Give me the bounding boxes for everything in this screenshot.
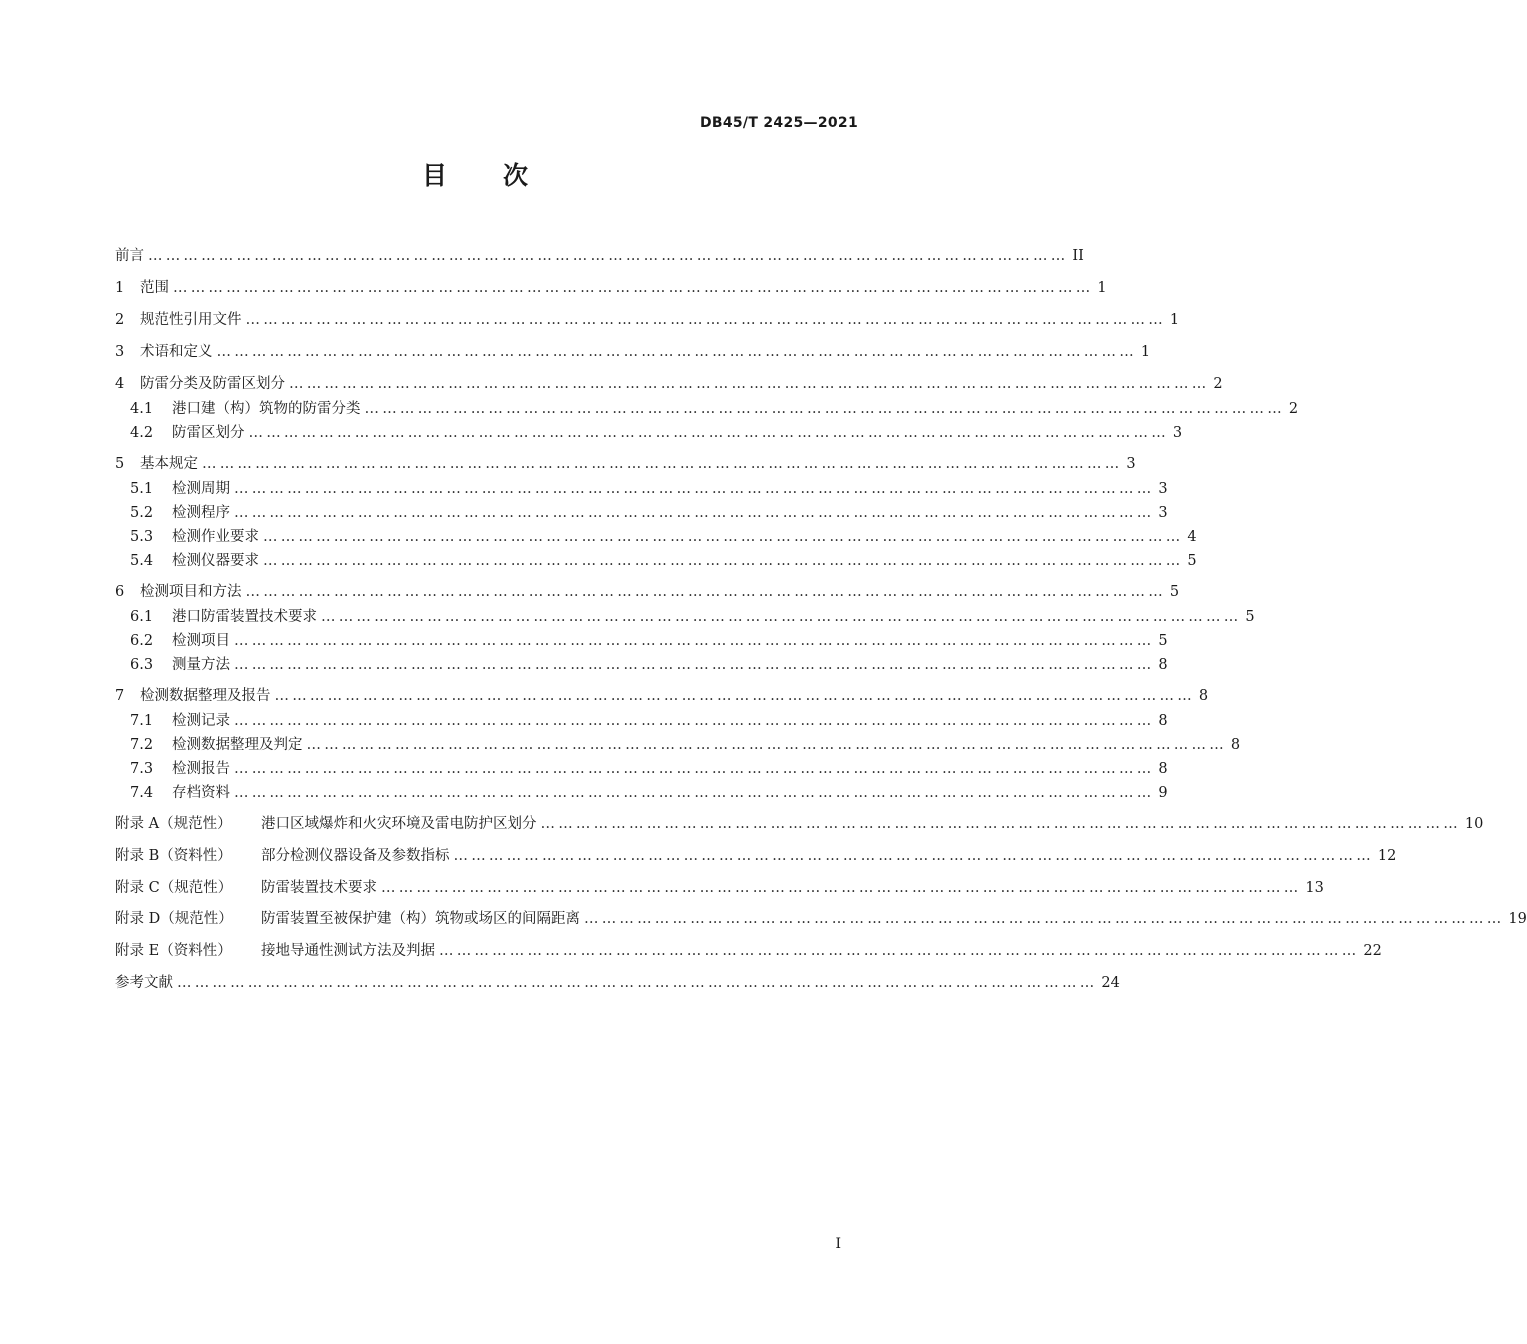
dot-leader: ………………………………………………………………………………………………………………………………………… [274,688,1195,704]
toc-entry-page: 24 [1101,975,1120,991]
toc-entry-page: II [1072,248,1084,264]
toc-entry-number: 4.1 [130,401,154,417]
toc-entry-label: 检测报告 [172,761,230,777]
toc-entry-4[interactable] [115,373,1223,395]
dot-leader: ………………………………………………………………………………………………………………………………………… [381,880,1302,896]
toc-entry-number: 4 [115,376,125,392]
dot-leader: ………………………………………………………………………………………………………………………………………… [306,737,1227,753]
toc-entry-2[interactable] [115,309,1180,331]
toc-entry-label: 前言 [115,248,144,264]
toc-entry-appendix-e[interactable] [115,940,1382,962]
toc-entry-page: 5 [1245,609,1255,625]
toc-entry-label: 参考文献 [115,975,173,991]
dot-leader: ………………………………………………………………………………………………………………………………………… [439,943,1360,959]
toc-entry-number: 3 [115,344,125,360]
dot-leader: ………………………………………………………………………………………………………………………………………… [263,529,1184,545]
toc-entry-7-4[interactable] [115,782,1168,804]
toc-entry-number: 7.2 [130,737,154,753]
toc-entry-page: 19 [1508,911,1527,927]
dot-leader: ………………………………………………………………………………………………………………………………………… [148,248,1069,264]
toc-entry-page: 8 [1230,737,1241,753]
dot-leader: ………………………………………………………………………………………………………………………………………… [289,376,1210,392]
toc-entry-label: 防雷区划分 [172,425,245,441]
toc-entry-5-4[interactable] [115,550,1197,572]
toc-entry-label: 部分检测仪器设备及参数指标 [261,848,450,864]
dot-leader: ………………………………………………………………………………………………………………………………………… [177,975,1098,991]
toc-entry-foreword[interactable] [115,245,1084,267]
toc-entry-page: 8 [1158,657,1168,673]
toc-entry-page: 2 [1213,376,1223,392]
toc-entry-number: 6 [115,584,125,600]
toc-entry-label: 防雷装置技术要求 [261,880,377,896]
toc-entry-page: 5 [1187,553,1197,569]
toc-entry-label: 规范性引用文件 [140,312,242,328]
toc-entry-label: 检测周期 [172,481,230,497]
toc-entry-label: 术语和定义 [140,344,213,360]
toc-entry-label: 测量方法 [172,657,230,673]
page-title [0,156,950,192]
toc-entry-appendix-a[interactable] [115,813,1484,835]
toc-entry-label: 检测程序 [172,505,230,521]
toc-entry-number: 7.1 [130,713,154,729]
dot-leader: ………………………………………………………………………………………………………………………………………… [234,713,1155,729]
dot-leader: ………………………………………………………………………………………………………………………………………… [364,401,1285,417]
toc-entry-page: 22 [1363,943,1382,959]
toc-entry-page: 3 [1126,456,1136,472]
toc-entry-3[interactable] [115,341,1151,363]
toc-entry-6[interactable] [115,581,1180,603]
title-char-1: 目 [421,161,447,190]
toc-entry-label: 接地导通性测试方法及判据 [261,943,435,959]
toc-entry-5-1[interactable] [115,478,1168,500]
toc-entry-label: 防雷分类及防雷区划分 [140,376,285,392]
dot-leader: ………………………………………………………………………………………………………………………………………… [263,553,1184,569]
toc-entry-label: 港口防雷装置技术要求 [172,609,317,625]
toc-entry-label: 检测数据整理及报告 [140,688,271,704]
dot-leader: ………………………………………………………………………………………………………………………………………… [234,785,1155,801]
toc-entry-1[interactable] [115,277,1107,299]
dot-leader: ………………………………………………………………………………………………………………………………………… [234,481,1155,497]
toc-entry-references[interactable] [115,972,1120,994]
toc-entry-number: 6.1 [130,609,154,625]
toc-entry-page: 3 [1158,505,1168,521]
toc-entry-label: 检测项目 [172,633,230,649]
dot-leader: ………………………………………………………………………………………………………………………………………… [245,312,1166,328]
toc-entry-6-3[interactable] [115,654,1168,676]
dot-leader: ………………………………………………………………………………………………………………………………………… [321,609,1242,625]
toc-entry-label: 检测数据整理及判定 [172,737,303,753]
toc-entry-page: 8 [1158,713,1168,729]
dot-leader: ………………………………………………………………………………………………………………………………………… [248,425,1169,441]
toc-entry-number: 5.1 [130,481,154,497]
toc-entry-label: 基本规定 [140,456,198,472]
toc-entry-page: 13 [1305,880,1324,896]
toc-entry-appendix-b[interactable] [115,845,1397,867]
toc-entry-number: 附录 E（资料性） [115,943,232,959]
dot-leader: ………………………………………………………………………………………………………………………………………… [216,344,1137,360]
toc-entry-number: 1 [115,280,125,296]
toc-entry-page: 12 [1377,848,1397,864]
toc-entry-label: 防雷装置至被保护建（构）筑物或场区的间隔距离 [261,911,580,927]
toc-entry-number: 附录 C（规范性） [115,880,233,896]
toc-entry-6-2[interactable] [115,630,1168,652]
dot-leader: ………………………………………………………………………………………………………………………………………… [453,848,1374,864]
toc-entry-appendix-d[interactable] [115,908,1527,930]
toc-entry-page: 2 [1288,401,1299,417]
toc-entry-number: 5 [115,456,125,472]
toc-entry-label: 检测作业要求 [172,529,259,545]
toc-entry-4-1[interactable] [115,398,1299,420]
toc-entry-label: 港口建（构）筑物的防雷分类 [172,401,361,417]
toc-entry-label: 存档资料 [172,785,230,801]
dot-leader: ………………………………………………………………………………………………………………………………………… [202,456,1123,472]
toc-entry-page: 1 [1169,312,1180,328]
toc-entry-number: 附录 B（资料性） [115,848,232,864]
toc-entry-number: 5.2 [130,505,154,521]
toc-entry-page: 3 [1172,425,1183,441]
toc-entry-number: 6.3 [130,657,154,673]
toc-entry-page: 3 [1158,481,1168,497]
toc-entry-page: 4 [1187,529,1197,545]
toc-entry-page: 5 [1169,584,1180,600]
toc-entry-number: 4.2 [130,425,154,441]
toc-entry-label: 检测仪器要求 [172,553,259,569]
toc-entry-page: 1 [1140,344,1151,360]
dot-leader: ………………………………………………………………………………………………………………………………………… [173,280,1094,296]
toc-entry-5-2[interactable] [115,502,1168,524]
toc-entry-number: 6.2 [130,633,154,649]
toc-entry-page: 10 [1464,816,1484,832]
dot-leader: ………………………………………………………………………………………………………………………………………… [245,584,1166,600]
toc-entry-number: 附录 A（规范性） [115,816,232,832]
standard-code: DB45/T 2425—2021 [699,115,858,131]
dot-leader: ………………………………………………………………………………………………………………………………………… [234,761,1155,777]
toc-entry-5[interactable] [115,453,1136,475]
toc-entry-label: 检测项目和方法 [140,584,242,600]
dot-leader: ………………………………………………………………………………………………………………………………………… [234,657,1155,673]
toc-entry-4-2[interactable] [115,422,1183,444]
toc-entry-page: 8 [1198,688,1209,704]
toc-entry-label: 检测记录 [172,713,230,729]
toc-entry-number: 5.3 [130,529,154,545]
toc-entry-number: 附录 D（规范性） [115,911,233,927]
toc-entry-label: 范围 [140,280,169,296]
toc-entry-5-3[interactable] [115,526,1197,548]
toc-entry-label: 港口区域爆炸和火灾环境及雷电防护区划分 [261,816,537,832]
toc-entry-page: 1 [1097,280,1107,296]
toc-entry-7-3[interactable] [115,758,1168,780]
dot-leader: ………………………………………………………………………………………………………………………………………… [540,816,1461,832]
toc-entry-page: 5 [1158,633,1168,649]
toc-entry-page: 9 [1158,785,1168,801]
toc-entry-page: 8 [1158,761,1168,777]
toc-entry-number: 2 [115,312,125,328]
toc-entry-number: 7.4 [130,785,154,801]
toc-entry-number: 7.3 [130,761,154,777]
toc-entry-appendix-c[interactable] [115,877,1324,899]
toc-entry-number: 5.4 [130,553,154,569]
dot-leader: ………………………………………………………………………………………………………………………………………… [234,633,1155,649]
toc-entry-6-1[interactable] [115,606,1255,628]
toc-entry-number: 7 [115,688,125,704]
dot-leader: ………………………………………………………………………………………………………………………………………… [584,911,1505,927]
page-number: I [835,1236,841,1252]
toc-entry-7-1[interactable] [115,710,1168,732]
toc-entry-7[interactable] [115,685,1209,707]
dot-leader: ………………………………………………………………………………………………………………………………………… [234,505,1155,521]
title-char-2: 次 [503,161,529,190]
toc-entry-7-2[interactable] [115,734,1241,756]
